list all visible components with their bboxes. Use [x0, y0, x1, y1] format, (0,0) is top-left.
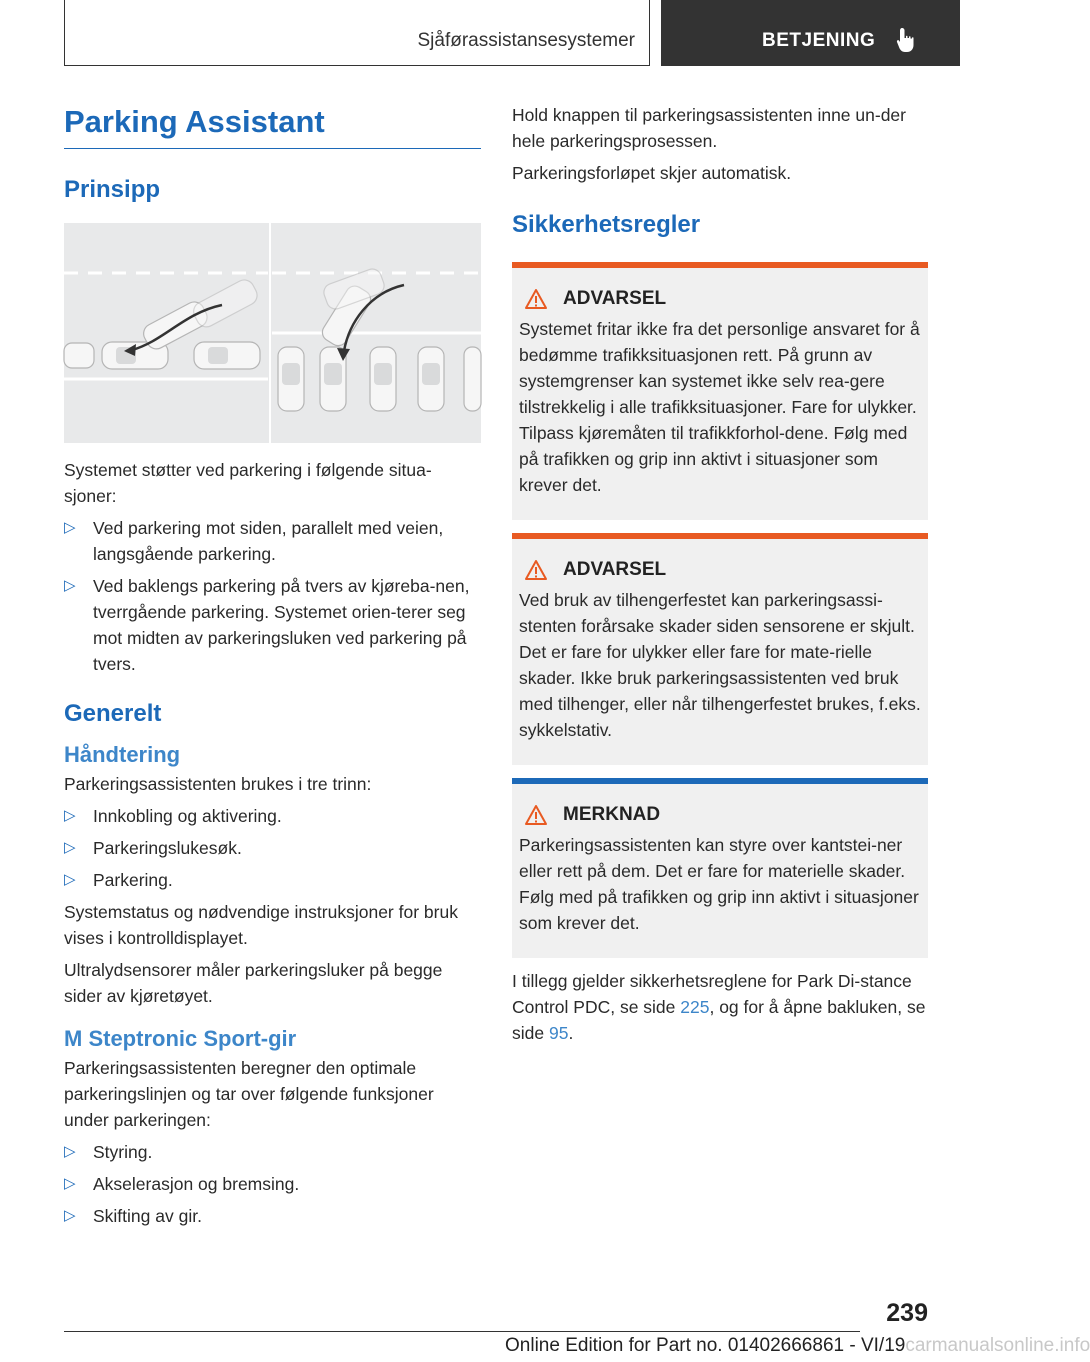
list-item: ▷ Parkeringslukesøk. — [64, 835, 481, 861]
parking-diagram — [64, 223, 481, 443]
triangle-bullet-icon: ▷ — [64, 839, 76, 856]
notice-title: ADVARSEL — [519, 284, 922, 314]
triangle-bullet-icon: ▷ — [64, 871, 76, 888]
steps-list — [64, 803, 481, 893]
warning-notice — [512, 262, 928, 520]
notice-title: ADVARSEL — [519, 555, 922, 585]
situation-list — [64, 515, 481, 677]
functions-list — [64, 1139, 481, 1229]
notice-text: Ved bruk av tilhengerfestet kan parkeringsassi-stenten forårsake skader siden sensorene er skjult. Det er fare for ulykker eller fare for mate-rielle skader. Ikke bruk parkeringsassistenten ved bruk med tilhenger, eller når tilhengerfestet brukes, f.eks. sykkelstativ. — [519, 590, 921, 740]
triangle-bullet-icon: ▷ — [64, 1207, 76, 1224]
page-title: Parking Assistant — [64, 104, 325, 139]
heading-safety: Sikkerhetsregler — [512, 211, 701, 238]
triangle-bullet-icon: ▷ — [64, 1143, 76, 1160]
reference-text: I tillegg gjelder sikkerhetsreglene for Park Di-stance Control PDC, se side 225, og for å åpne bakluken, se side 95. — [512, 971, 926, 1043]
notice-text: Systemet fritar ikke fra det personlige ansvaret for å bedømme trafikksituasjonen rett. På grunn av systemgrenser kan systemet ikke selv rea-gere tilstrekkelig i alle trafikksituasjoner. Fare for ulykker. Tilpass kjøremåten til trafikkforhol-dene. Følg med på trafikken og grip inn aktivt i situasjoner som krever det. — [519, 319, 920, 495]
header-section-box — [64, 0, 650, 66]
heading-steptronic: M Steptronic Sport-gir — [64, 1026, 297, 1051]
heading-handling: Håndtering — [64, 742, 181, 767]
page-number: 239 — [886, 1299, 928, 1327]
watermark: carmanualsonline.info — [905, 1335, 1090, 1356]
notice-bar — [512, 533, 928, 539]
triangle-bullet-icon: ▷ — [64, 807, 76, 824]
list-item: ▷ Akselerasjon og bremsing. — [64, 1171, 481, 1197]
header-chapter-title: BETJENING — [762, 30, 876, 51]
list-item: ▷ Skifting av gir. — [64, 1203, 481, 1229]
heading-principle: Prinsipp — [64, 176, 161, 203]
list-item: ▷ Styring. — [64, 1139, 481, 1165]
page-link-225[interactable]: 225 — [680, 997, 710, 1017]
sensor-text: Ultralydsensorer måler parkeringsluker på begge sider av kjøretøyet. — [64, 960, 443, 1006]
warning-triangle-icon — [525, 289, 547, 309]
notice-bar — [512, 778, 928, 784]
list-item: ▷ Innkobling og aktivering. — [64, 803, 481, 829]
handling-intro: Parkeringsassistenten brukes i tre trinn: — [64, 774, 372, 794]
right-column — [512, 102, 928, 1046]
page-link-95[interactable]: 95 — [548, 1023, 569, 1043]
steptronic-intro: Parkeringsassistenten beregner den optimale parkeringslinjen og tar over følgende funksjoner under parkeringen: — [64, 1058, 434, 1130]
notice-title: MERKNAD — [519, 800, 922, 830]
warning-notice — [512, 533, 928, 765]
heading-general: Generelt — [64, 700, 162, 727]
status-text: Systemstatus og nødvendige instruksjoner for bruk vises i kontrolldisplayet. — [64, 902, 458, 948]
triangle-bullet-icon: ▷ — [64, 1175, 76, 1192]
list-item: ▷ Ved parkering mot siden, parallelt med veien, langsgående parkering. — [64, 515, 481, 567]
header-chapter-box — [661, 0, 960, 66]
hand-pointer-icon — [895, 26, 921, 54]
title-divider — [64, 148, 481, 149]
triangle-bullet-icon: ▷ — [64, 577, 76, 594]
header-section-title: Sjåførassistansesystemer — [417, 30, 635, 51]
note-notice — [512, 778, 928, 958]
triangle-bullet-icon: ▷ — [64, 519, 76, 536]
warning-triangle-icon — [525, 560, 547, 580]
list-item: ▷ Parkering. — [64, 867, 481, 893]
hold-text: Hold knappen til parkeringsassistenten inne un-der hele parkeringsprosessen. — [512, 105, 906, 151]
parking-illustration — [64, 223, 481, 443]
intro-text: Systemet støtter ved parkering i følgende situa-sjoner: — [64, 460, 432, 506]
notice-text: Parkeringsassistenten kan styre over kantstei-ner eller rett på dem. Det er fare for materielle skader. Følg med på trafikken og grip inn aktivt i situasjoner som krever det. — [519, 835, 919, 933]
list-item: ▷ Ved baklengs parkering på tvers av kjøreba-nen, tverrgående parkering. Systemet orien-terer seg mot midten av parkeringsluken ved parkering på tvers. — [64, 573, 481, 677]
footer-divider — [64, 1331, 860, 1332]
auto-text: Parkeringsforløpet skjer automatisk. — [512, 163, 792, 183]
warning-triangle-icon — [525, 805, 547, 825]
left-column — [64, 102, 481, 1229]
footer-edition: Online Edition for Part no. 01402666861 - VI/19carmanualsonline.info — [505, 1335, 1090, 1356]
notice-bar — [512, 262, 928, 268]
